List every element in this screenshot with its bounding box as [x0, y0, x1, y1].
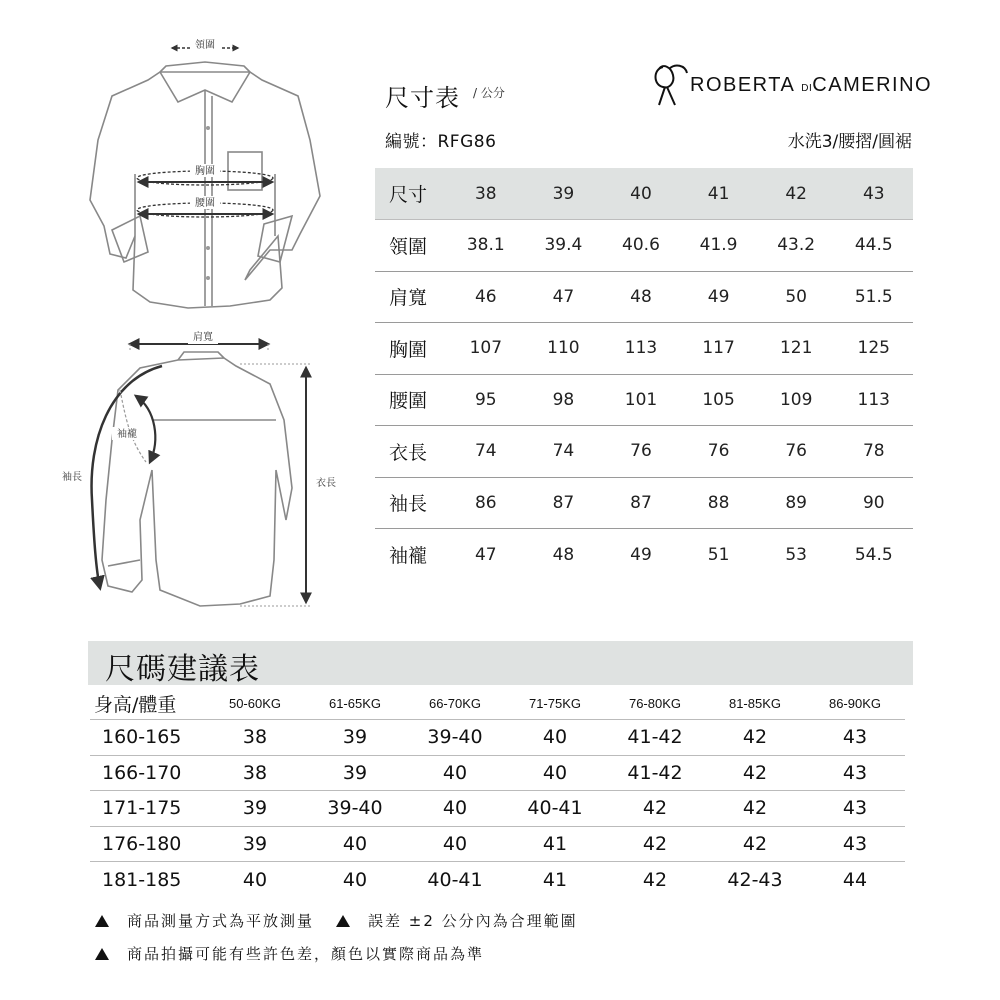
recommended-size-cell: 42: [742, 797, 768, 820]
size-row-label: 胸圍: [389, 338, 428, 361]
size-table-cell: 51: [707, 544, 730, 565]
size-table-row: [375, 529, 913, 581]
size-table-cell: 40.6: [622, 235, 660, 256]
note-measurement: 商品測量方式為平放測量 誤差 ±2 公分內為合理範圍: [95, 910, 578, 931]
size-table-cell: 76: [707, 441, 730, 462]
recommendation-row: [90, 827, 905, 863]
recommended-size-cell: 43: [842, 761, 868, 784]
size-table-cell: 89: [785, 492, 807, 513]
brand-name: ROBERTA DICAMERINO: [690, 74, 933, 96]
recommendation-row: [90, 720, 905, 756]
recommended-size-cell: 38: [242, 726, 268, 749]
size-table-cell: 125: [857, 338, 890, 359]
size-table-cell: 90: [862, 492, 885, 513]
recommendation-row: [90, 756, 905, 792]
size-table-cell: 101: [624, 389, 658, 410]
sleeve-label: 袖長: [62, 472, 82, 483]
triangle-icon: [95, 948, 109, 960]
recommended-size-cell: 43: [842, 832, 868, 855]
size-table-cell: 105: [702, 389, 735, 410]
size-table-row: [375, 478, 913, 530]
recommended-size-cell: 42: [742, 761, 768, 784]
size-table-cell: 86: [474, 492, 497, 513]
size-table-row: [375, 375, 913, 427]
size-header-cell: 38: [474, 183, 497, 204]
note-color: 商品拍攝可能有些許色差，顏色以實際商品為準: [95, 943, 484, 964]
height-range-cell: 166-170: [102, 761, 182, 784]
size-table-cell: 48: [552, 544, 575, 565]
weight-header-cell: 61-65KG: [328, 696, 382, 711]
recommended-size-cell: 38: [242, 761, 268, 784]
recommended-size-cell: 40: [542, 726, 568, 749]
triangle-icon: [336, 915, 350, 927]
size-table-cell: 98: [552, 389, 575, 410]
height-weight-corner: 身高/體重: [94, 694, 177, 716]
recommended-size-cell: 41: [542, 832, 568, 855]
size-table-row: [375, 323, 913, 375]
page-title: 尺寸表: [385, 84, 460, 112]
size-table-cell: 53: [785, 544, 807, 565]
size-table-cell: 78: [862, 441, 885, 462]
size-table-cell: 95: [474, 389, 497, 410]
size-table-cell: 51.5: [854, 286, 893, 307]
unit-label: / 公分: [473, 86, 505, 100]
recommended-size-cell: 43: [842, 797, 868, 820]
size-table-cell: 48: [630, 286, 652, 307]
weight-header-cell: 81-85KG: [728, 696, 782, 711]
size-header-cell: 39: [552, 183, 575, 204]
recommendation-table: [90, 688, 905, 898]
weight-header-cell: 76-80KG: [628, 696, 682, 711]
recommended-size-cell: 44: [842, 868, 868, 891]
recommended-size-cell: 39-40: [327, 797, 383, 820]
size-table-cell: 43.2: [777, 235, 816, 256]
size-table-cell: 76: [630, 441, 652, 462]
size-table-cell: 47: [552, 286, 575, 307]
length-label: 衣長: [316, 478, 336, 489]
size-header-label: 尺寸: [389, 184, 428, 206]
size-table-cell: 41.9: [699, 235, 738, 256]
size-row-label: 衣長: [389, 441, 428, 464]
size-table-cell: 87: [552, 492, 575, 513]
shoulder-label: 肩寬: [193, 332, 213, 343]
size-header-cell: 42: [785, 183, 807, 204]
waist-label: 腰圍: [195, 198, 215, 209]
size-row-label: 袖襱: [389, 545, 428, 568]
size-table-cell: 121: [779, 338, 813, 359]
recommended-size-cell: 42-43: [727, 868, 783, 891]
size-row-label: 領圍: [389, 235, 428, 258]
weight-header-cell: 86-90KG: [828, 696, 882, 711]
product-features: 水洗3/腰摺/圓裾: [787, 132, 912, 152]
size-row-label: 肩寬: [389, 287, 428, 310]
recommended-size-cell: 42: [642, 797, 668, 820]
size-table-cell: 47: [474, 544, 497, 565]
armhole-label: 袖襱: [117, 429, 137, 440]
size-table-cell: 38.1: [466, 235, 505, 256]
recommended-size-cell: 40: [442, 797, 468, 820]
recommended-size-cell: 42: [642, 868, 668, 891]
recommendation-title: 尺碼建議表: [105, 652, 260, 687]
recommended-size-cell: 40: [342, 832, 368, 855]
recommended-size-cell: 39-40: [427, 726, 483, 749]
recommendation-row: [90, 791, 905, 827]
recommended-size-cell: 41-42: [627, 726, 683, 749]
recommended-size-cell: 40: [242, 868, 268, 891]
size-table-cell: 39.4: [544, 235, 583, 256]
size-table-cell: 49: [630, 544, 652, 565]
recommended-size-cell: 40: [442, 832, 468, 855]
recommended-size-cell: 40-41: [427, 868, 483, 891]
weight-header-cell: 66-70KG: [428, 696, 482, 711]
size-table-cell: 74: [552, 441, 575, 462]
recommended-size-cell: 40: [342, 868, 368, 891]
size-table-row: [375, 426, 913, 478]
weight-header-cell: 50-60KG: [228, 696, 282, 711]
recommended-size-cell: 40-41: [527, 797, 583, 820]
recommendation-row: [90, 862, 905, 898]
size-table-cell: 87: [630, 492, 652, 513]
size-table-cell: 109: [779, 389, 813, 410]
size-table-cell: 76: [785, 441, 807, 462]
recommended-size-cell: 40: [442, 761, 468, 784]
size-table: [375, 168, 913, 581]
size-table-cell: 49: [707, 286, 730, 307]
size-table-cell: 44.5: [854, 235, 893, 256]
recommended-size-cell: 39: [242, 832, 268, 855]
back-shirt-drawing: [102, 352, 292, 606]
recommended-size-cell: 39: [342, 726, 368, 749]
size-header-cell: 40: [630, 183, 652, 204]
size-header-cell: 43: [862, 183, 885, 204]
size-table-cell: 50: [785, 286, 807, 307]
front-shirt-drawing: [90, 62, 320, 308]
size-header-cell: 41: [707, 183, 730, 204]
size-table-cell: 74: [474, 441, 497, 462]
recommended-size-cell: 42: [742, 726, 768, 749]
size-row-label: 腰圍: [389, 390, 428, 413]
height-range-cell: 181-185: [102, 868, 182, 891]
height-range-cell: 176-180: [102, 832, 182, 855]
size-table-cell: 113: [624, 338, 658, 359]
size-row-label: 袖長: [389, 493, 428, 516]
size-table-row: [375, 220, 913, 272]
recommended-size-cell: 41: [542, 868, 568, 891]
size-table-cell: 107: [469, 338, 503, 359]
size-table-header: [375, 168, 913, 220]
recommended-size-cell: 41-42: [627, 761, 683, 784]
height-range-cell: 160-165: [102, 726, 182, 749]
shirt-measurement-diagram: [0, 0, 360, 620]
recommended-size-cell: 43: [842, 726, 868, 749]
recommended-size-cell: 42: [642, 832, 668, 855]
recommended-size-cell: 39: [242, 797, 268, 820]
height-range-cell: 171-175: [102, 797, 182, 820]
size-table-cell: 110: [547, 338, 580, 359]
recommended-size-cell: 40: [542, 761, 568, 784]
recommended-size-cell: 39: [342, 761, 368, 784]
size-table-cell: 88: [707, 492, 730, 513]
size-table-cell: 54.5: [854, 544, 893, 565]
size-table-cell: 113: [857, 389, 890, 410]
size-table-cell: 46: [474, 286, 497, 307]
recommendation-header: [90, 688, 905, 720]
collar-label: 領圍: [195, 40, 215, 51]
size-table-cell: 117: [702, 338, 735, 359]
weight-header-cell: 71-75KG: [528, 696, 582, 711]
product-code: 編號：RFG86: [385, 132, 497, 152]
size-table-row: [375, 272, 913, 324]
chest-label: 胸圍: [195, 166, 215, 177]
recommended-size-cell: 42: [742, 832, 768, 855]
triangle-icon: [95, 915, 109, 927]
